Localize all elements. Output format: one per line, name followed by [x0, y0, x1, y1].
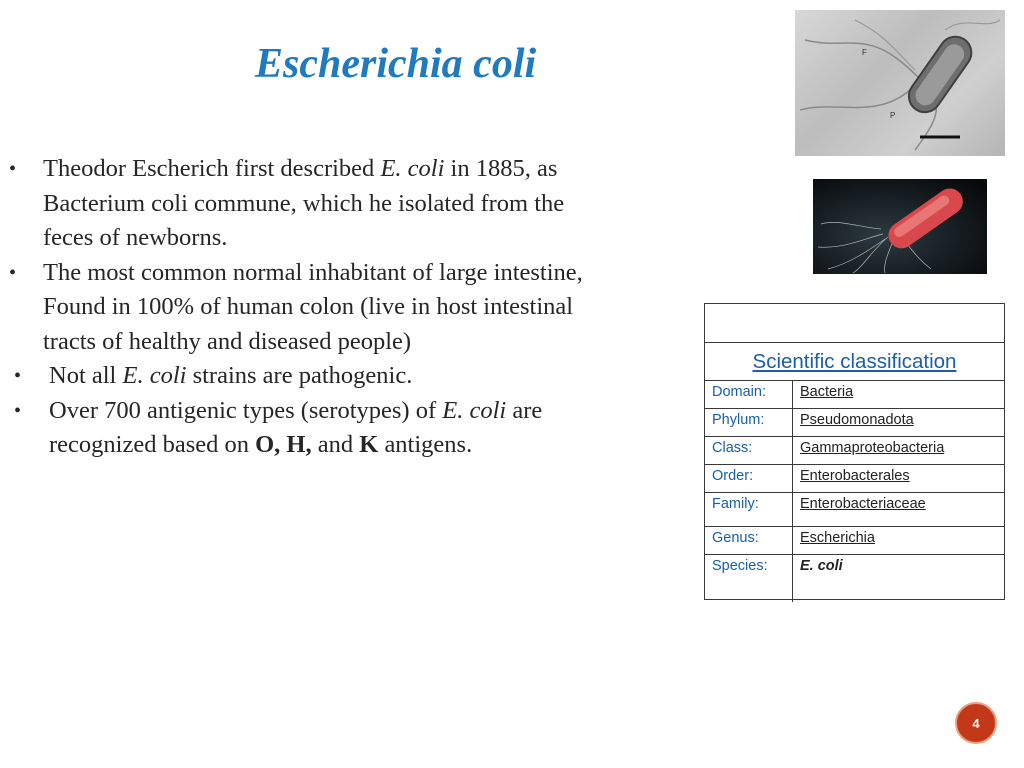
classification-value-link: E. coli	[800, 558, 843, 574]
slide-title: Escherichia coli	[255, 41, 537, 87]
classification-row	[705, 464, 1004, 492]
bullet-text: E. coli	[122, 362, 187, 389]
classification-rank: Species:	[705, 555, 793, 602]
bullet-item	[0, 152, 600, 256]
classification-value-link[interactable]: Gammaproteobacteria	[800, 440, 945, 456]
bullet-item	[0, 394, 600, 463]
classification-heading[interactable]: Scientific classification	[752, 349, 957, 373]
classification-rank: Family:	[705, 493, 793, 526]
classification-row	[705, 526, 1004, 554]
classification-row	[705, 436, 1004, 464]
classification-rank: Genus:	[705, 527, 793, 554]
bullet-dot: •	[9, 158, 17, 180]
bullet-text: E. coli	[380, 155, 445, 182]
bullet-text: strains are pathogenic.	[186, 362, 413, 389]
bullet-text: antigens.	[378, 431, 473, 458]
bullet-text: are recognized based on	[49, 396, 543, 458]
classification-rows	[705, 380, 1004, 602]
classification-value-link[interactable]: Enterobacterales	[800, 468, 910, 484]
classification-row	[705, 380, 1004, 408]
bullet-text: Not all	[49, 362, 123, 389]
classification-value-link[interactable]: Enterobacteriaceae	[800, 496, 926, 512]
bullet-dot: •	[14, 365, 22, 387]
bullet-item	[0, 256, 600, 360]
classification-rank: Class:	[705, 437, 793, 464]
classification-rank: Domain:	[705, 381, 793, 408]
bullet-dot: •	[9, 261, 17, 284]
classification-value-link[interactable]: Bacteria	[800, 384, 854, 400]
bullet-text: in 1885, as Bacterium coli commune, which he isolated from the feces of newborns.	[43, 155, 565, 251]
electron-micrograph-image	[795, 10, 1005, 156]
bullet-list	[0, 152, 600, 463]
classification-row	[705, 408, 1004, 436]
bullet-text: E. coli	[442, 396, 507, 424]
bullet-text: O, H,	[255, 431, 312, 458]
bullet-text: Over 700 antigenic types (serotypes) of	[49, 396, 443, 424]
bullet-text: and	[311, 431, 360, 458]
classification-header-blank	[705, 304, 1004, 343]
page-number-badge: 4	[955, 702, 997, 744]
classification-value-link[interactable]: Escherichia	[800, 530, 875, 546]
classification-row	[705, 492, 1004, 526]
bullet-text: Theodor Escherich first described	[43, 155, 381, 182]
flagellum-label: F	[862, 48, 867, 57]
pilus-label: P	[890, 111, 896, 120]
classification-row	[705, 554, 1004, 602]
classification-rank: Phylum:	[705, 409, 793, 436]
classification-table	[704, 303, 1005, 600]
bullet-dot: •	[14, 399, 22, 422]
classification-rank: Order:	[705, 465, 793, 492]
classification-value-link[interactable]: Pseudomonadota	[800, 412, 914, 428]
bullet-item	[0, 359, 600, 394]
bullet-text: The most common normal inhabitant of large intestine, Found in 100% of human colon (live in host intestinal tracts of healthy and diseased people)	[43, 258, 583, 355]
bacterium-illustration-image	[813, 179, 987, 274]
bullet-text: K	[359, 431, 379, 458]
